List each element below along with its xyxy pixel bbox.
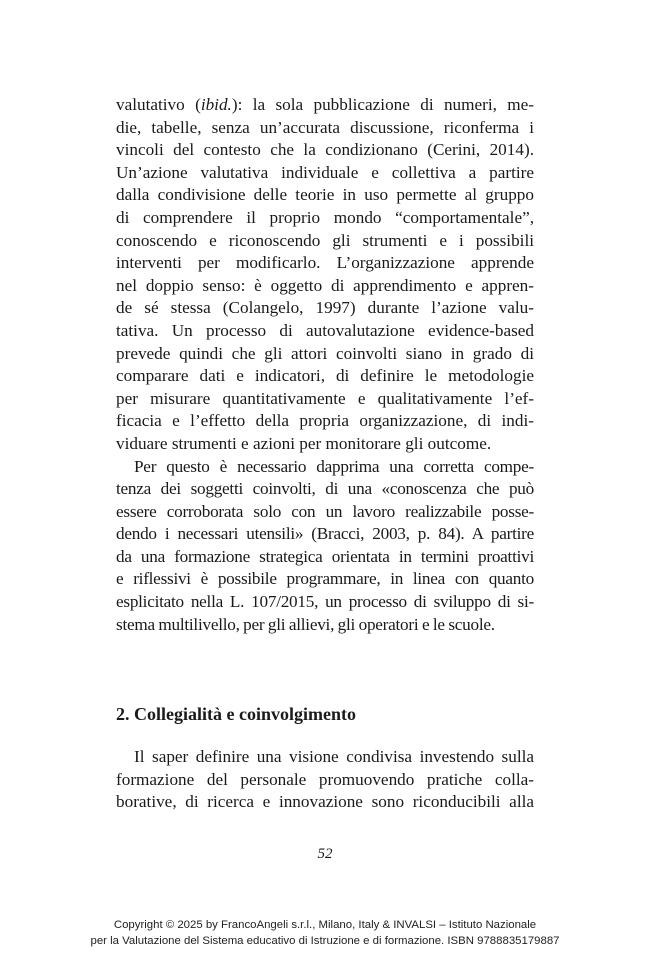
- text-line: die, tabelle, senza un’accurata discussione, riconferma i: [116, 117, 534, 137]
- copyright-line-2: per la Valutazione del Sistema educativo di Istruzione e di formazione. ISBN 9788835179887: [90, 935, 560, 947]
- text-line: formazione del personale promuovendo pratiche colla-: [116, 769, 534, 789]
- text-fragment: ): la sola pubblicazione di numeri, me-: [231, 95, 534, 114]
- text-line: per misurare quantitativamente e qualitativamente l’ef-: [116, 388, 534, 408]
- paragraph-1: [116, 94, 534, 456]
- text-line: de sé stessa (Colangelo, 1997) durante l’azione valu-: [116, 298, 534, 318]
- page-number: 52: [317, 846, 333, 862]
- text-line: dendo i necessari utensili» (Bracci, 2003, p. 84). A partire: [116, 524, 534, 544]
- text-line: nel doppio senso: è oggetto di apprendimento e appren-: [116, 275, 534, 295]
- text-fragment: valutativo (: [116, 95, 201, 114]
- paragraph-2: [116, 456, 534, 637]
- italic-citation: ibid.: [200, 95, 232, 114]
- body-text: [116, 94, 534, 636]
- text-line: da una formazione strategica orientata in termini proattivi: [116, 546, 534, 566]
- text-line: [116, 94, 534, 117]
- text-line: di comprendere il proprio mondo “comportamentale”,: [116, 207, 534, 227]
- text-line: conoscendo e riconoscendo gli strumenti e i possibili: [116, 230, 534, 250]
- copyright-notice: [0, 917, 650, 949]
- text-line: prevede quindi che gli attori coinvolti siano in grado di: [116, 343, 534, 363]
- text-line: dalla condivisione delle teorie in uso permette al gruppo: [116, 185, 534, 205]
- text-line: comparare dati e indicatori, di definire le metodologie: [116, 366, 534, 386]
- text-line: viduare strumenti e azioni per monitorare gli outcome.: [116, 433, 492, 453]
- text-line: Il saper definire una visione condivisa investendo sulla: [134, 747, 534, 766]
- copyright-line-1: Copyright © 2025 by FrancoAngeli s.r.l., Milano, Italy & INVALSI – Istituto Nazionale: [113, 919, 537, 931]
- text-line: tativa. Un processo di autovalutazione evidence-based: [116, 320, 534, 340]
- text-line: Un’azione valutativa individuale e collettiva a partire: [116, 162, 534, 182]
- text-line: Per questo è necessario dapprima una corretta compe-: [134, 456, 534, 476]
- paragraph-3-container: [116, 746, 534, 814]
- text-line: stema multilivello, per gli allievi, gli operatori e le scuole.: [116, 614, 495, 634]
- text-line: tenza dei soggetti coinvolti, di una «conoscenza che può: [116, 479, 534, 499]
- section-heading: 2. Collegialità e coinvolgimento: [116, 704, 356, 724]
- text-line: vincoli del contesto che la condizionano (Cerini, 2014).: [116, 140, 534, 160]
- text-line: esplicitato nella L. 107/2015, un processo di sviluppo di si-: [116, 592, 534, 612]
- text-line: borative, di ricerca e innovazione sono riconducibili alla: [116, 792, 534, 812]
- text-line: e riflessivi è possibile programmare, in linea con quanto: [116, 569, 534, 589]
- paragraph-3: [116, 746, 534, 814]
- text-line: essere corroborata solo con un lavoro realizzabile posse-: [116, 501, 534, 521]
- text-line: ficacia e l’effetto della propria organizzazione, di indi-: [116, 411, 534, 431]
- text-line: interventi per modificarlo. L’organizzazione apprende: [116, 253, 534, 273]
